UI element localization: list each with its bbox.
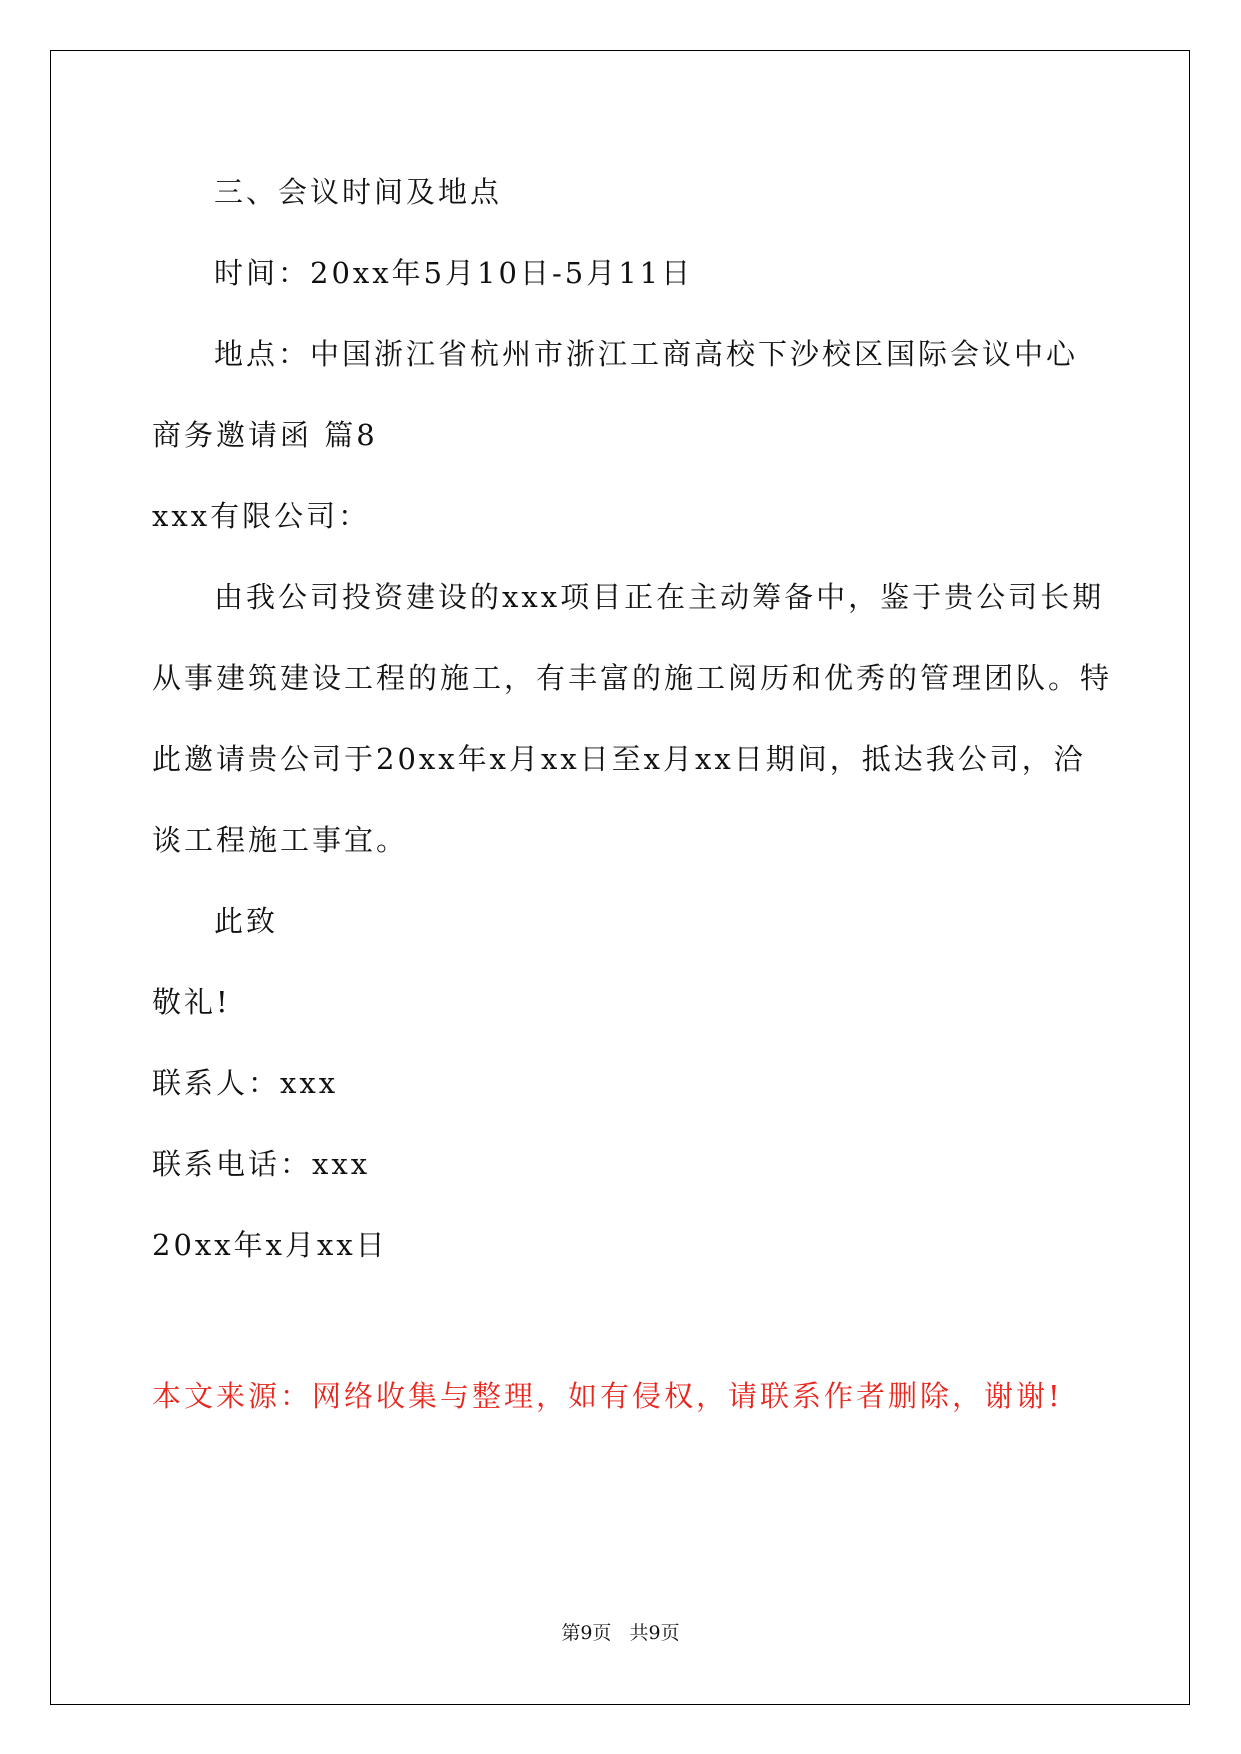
body-line: 此邀请贵公司于20xx年x月xx日至x月xx日期间，抵达我公司，洽	[152, 742, 1086, 776]
salute: 敬礼!	[152, 985, 231, 1019]
contact-person: 联系人：xxx	[152, 1066, 339, 1100]
page-number: 第9页 共9页	[561, 1622, 680, 1644]
contact-phone: 联系电话：xxx	[152, 1147, 371, 1181]
closing: 此致	[214, 904, 279, 938]
section-heading: 三、会议时间及地点	[214, 175, 503, 209]
meeting-time: 时间：20xx年5月10日-5月11日	[214, 256, 694, 290]
body-line: 从事建筑建设工程的施工，有丰富的施工阅历和优秀的管理团队。特	[152, 661, 1113, 695]
recipient: xxx有限公司：	[152, 499, 371, 533]
meeting-place: 地点：中国浙江省杭州市浙江工商高校下沙校区国际会议中心	[214, 337, 1079, 371]
body-line: 谈工程施工事宜。	[152, 823, 409, 857]
letter-date: 20xx年x月xx日	[152, 1228, 388, 1262]
page-border	[50, 50, 1190, 1705]
letter-title: 商务邀请函 篇8	[152, 418, 378, 452]
source-note: 本文来源：网络收集与整理，如有侵权，请联系作者删除，谢谢!	[152, 1379, 1063, 1413]
body-line: 由我公司投资建设的xxx项目正在主动筹备中，鉴于贵公司长期	[214, 580, 1105, 614]
